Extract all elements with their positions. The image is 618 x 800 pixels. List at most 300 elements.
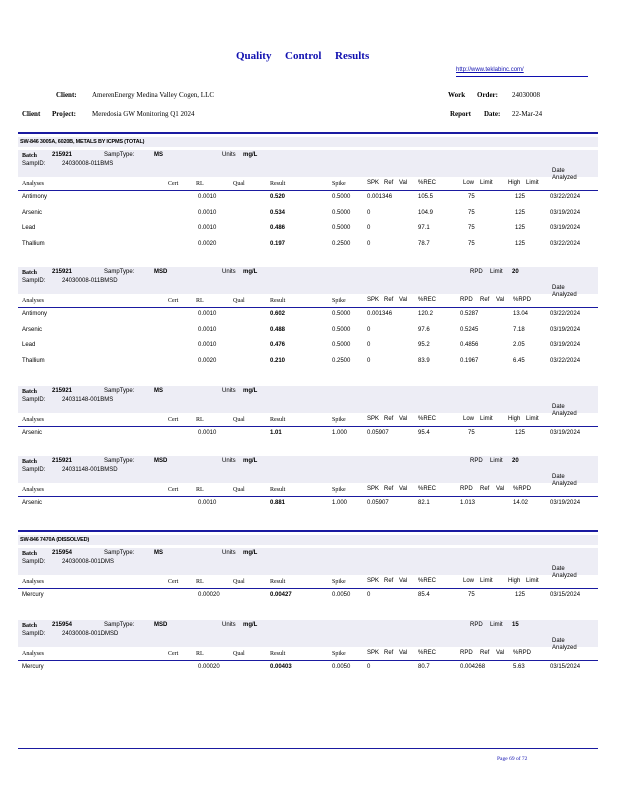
work-label: Work [448, 91, 466, 99]
date-analyzed-value: 03/19/2024 [550, 430, 581, 436]
header-underline [18, 307, 598, 308]
col-rl: RL [196, 487, 204, 493]
col-limit-high: Limit [526, 416, 539, 422]
col-rpd-pct: %RPD [513, 297, 532, 303]
header-underline [18, 190, 598, 191]
col-val2: Val [496, 650, 505, 656]
title-control: Control [285, 50, 322, 62]
date-label: Date: [484, 110, 501, 118]
qc-block [18, 150, 598, 250]
col-spk: SPK [367, 650, 380, 656]
date-col-label: Date [552, 404, 565, 410]
rpd-limit-label: Limit [490, 269, 503, 275]
sampid-value: 24030008-001DMS [62, 559, 115, 565]
report-label: Report [450, 110, 471, 118]
col-rpd: RPD [460, 297, 473, 303]
sampid-value: 24030008-011BMS [62, 161, 114, 167]
col-high: High [508, 180, 521, 186]
units-value: mg/L [243, 550, 258, 556]
analyte-name: Mercury [22, 592, 44, 598]
spk-ref-value: 0.001346 [367, 311, 393, 317]
rpd-value: 2.05 [513, 342, 525, 348]
rec-value: 95.4 [418, 430, 430, 436]
qc-block [18, 386, 598, 440]
low-limit-value: 75 [468, 225, 475, 231]
spk-ref-value: 0.001346 [367, 194, 393, 200]
rpd-limit-value: 20 [512, 458, 519, 464]
sampid-label: SampID: [22, 631, 46, 637]
col-val: Val [399, 180, 408, 186]
header-underline [18, 588, 598, 589]
sampid-label: SampID: [22, 467, 46, 473]
col-rl: RL [196, 651, 204, 657]
col-low: Low [463, 578, 475, 584]
col-spike: Spike [332, 487, 346, 493]
col-result: Result [270, 181, 286, 187]
units-value: mg/L [243, 269, 258, 275]
analyzed-col-label: Analyzed [552, 481, 577, 487]
date-analyzed-value: 03/22/2024 [550, 357, 581, 364]
high-limit-value: 125 [515, 209, 526, 216]
col-cert: Cert [168, 417, 179, 423]
high-limit-value: 125 [515, 592, 526, 598]
spk-ref-value: 0.05907 [367, 500, 389, 506]
table-row [18, 358, 598, 368]
title-quality: Quality [236, 50, 272, 62]
batch-label: Batch [22, 551, 37, 557]
col-rec: %REC [418, 486, 437, 492]
units-value: mg/L [243, 622, 258, 628]
col-ref2: Ref [480, 297, 490, 303]
analyte-name: Lead [22, 225, 36, 231]
rl-value: 0.00020 [198, 664, 220, 670]
table-row [18, 225, 598, 235]
rpd-ref-value: 1.013 [460, 500, 476, 506]
spike-value: 0.5000 [332, 342, 351, 348]
result-value: 0.486 [270, 225, 286, 231]
result-value: 0.476 [270, 342, 286, 348]
low-limit-value: 75 [468, 209, 475, 216]
col-high: High [508, 578, 521, 584]
col-analyses: Analyses [22, 298, 44, 304]
table-row [18, 311, 598, 321]
rpd-limit-value: 20 [512, 269, 519, 275]
date-analyzed-value: 03/15/2024 [550, 592, 581, 598]
low-limit-value: 75 [468, 430, 475, 436]
col-analyses: Analyses [22, 579, 44, 585]
project-value: Meredosia GW Monitoring Q1 2024 [92, 110, 195, 118]
col-qual: Qual [233, 487, 245, 493]
batch-value: 215921 [52, 388, 73, 394]
rpd-limit-label: Limit [490, 458, 503, 464]
title-results: Results [335, 50, 370, 62]
date-analyzed-value: 03/22/2024 [550, 311, 581, 317]
table-row [18, 210, 598, 220]
rec-value: 85.4 [418, 592, 430, 598]
analyzed-col-label: Analyzed [552, 292, 577, 298]
date-analyzed-value: 03/19/2024 [550, 326, 581, 333]
rec-value: 83.9 [418, 357, 430, 364]
result-value: 0.197 [270, 240, 286, 247]
spk-ref-value: 0 [367, 240, 371, 247]
high-limit-value: 125 [515, 430, 526, 436]
col-spike: Spike [332, 579, 346, 585]
col-result: Result [270, 651, 286, 657]
low-limit-value: 75 [468, 240, 475, 247]
work-order-value: 24030008 [512, 91, 540, 99]
result-value: 0.00403 [270, 664, 292, 670]
result-value: 0.520 [270, 194, 286, 200]
result-value: 0.488 [270, 326, 286, 333]
col-ref: Ref [384, 180, 394, 186]
table-row [18, 194, 598, 204]
col-rec: %REC [418, 416, 437, 422]
low-limit-value: 75 [468, 592, 475, 598]
col-spike: Spike [332, 651, 346, 657]
rpd-value: 14.02 [513, 500, 529, 506]
col-result: Result [270, 487, 286, 493]
col-cert: Cert [168, 579, 179, 585]
qc-block [18, 548, 598, 602]
rpd-ref-value: 0.1967 [460, 357, 479, 364]
rl-value: 0.0010 [198, 326, 217, 333]
col-rl: RL [196, 579, 204, 585]
col-val: Val [399, 486, 408, 492]
result-value: 1.01 [270, 430, 282, 436]
date-col-label: Date [552, 566, 565, 572]
col-qual: Qual [233, 579, 245, 585]
table-row [18, 500, 598, 510]
analyte-name: Thallium [22, 357, 45, 364]
rpd-limit-value: 15 [512, 622, 519, 628]
col-qual: Qual [233, 417, 245, 423]
date-analyzed-value: 03/19/2024 [550, 500, 581, 506]
client-label: Client: [56, 91, 77, 99]
url-underline [456, 76, 588, 77]
result-value: 0.881 [270, 500, 286, 506]
spk-ref-value: 0 [367, 592, 371, 598]
rpd-ref-value: 0.5287 [460, 311, 479, 317]
spike-value: 0.5000 [332, 225, 351, 231]
rec-value: 95.2 [418, 342, 430, 348]
col-val2: Val [496, 297, 505, 303]
units-label: Units [222, 388, 236, 394]
samptype-value: MS [154, 152, 163, 158]
batch-label: Batch [22, 153, 37, 159]
rpd-label: RPD [470, 269, 483, 275]
col-limit-low: Limit [480, 416, 493, 422]
header-underline [18, 660, 598, 661]
col-result: Result [270, 298, 286, 304]
rl-value: 0.0010 [198, 225, 217, 231]
rpd-ref-value: 0.4856 [460, 342, 479, 348]
analyte-name: Thallium [22, 240, 45, 247]
col-rec: %REC [418, 650, 437, 656]
spike-value: 1.000 [332, 430, 348, 436]
sampid-label: SampID: [22, 278, 46, 284]
spk-ref-value: 0.05907 [367, 430, 389, 436]
section-title: SW-846 7470A (DISSOLVED) [18, 535, 598, 545]
col-ref: Ref [384, 578, 394, 584]
rec-value: 104.9 [418, 209, 434, 216]
rl-value: 0.0010 [198, 342, 217, 348]
rl-value: 0.0010 [198, 500, 217, 506]
section-divider [18, 530, 598, 532]
col-rpd-pct: %RPD [513, 486, 532, 492]
analyzed-col-label: Analyzed [552, 645, 577, 651]
spike-value: 0.5000 [332, 326, 351, 333]
col-qual: Qual [233, 651, 245, 657]
col-low: Low [463, 416, 475, 422]
table-row [18, 664, 598, 674]
sampid-label: SampID: [22, 161, 46, 167]
rec-value: 80.7 [418, 664, 430, 670]
col-val: Val [399, 297, 408, 303]
analyte-name: Mercury [22, 664, 44, 670]
result-value: 0.602 [270, 311, 286, 317]
col-cert: Cert [168, 298, 179, 304]
page-number: Page 69 of 72 [497, 756, 528, 762]
rec-value: 97.6 [418, 326, 430, 333]
col-val: Val [399, 650, 408, 656]
result-value: 0.210 [270, 357, 286, 364]
col-result: Result [270, 579, 286, 585]
project-label-project: Project: [52, 110, 76, 118]
analyte-name: Antimony [22, 311, 48, 317]
order-label: Order: [477, 91, 498, 99]
analyte-name: Arsenic [22, 430, 43, 436]
col-spike: Spike [332, 181, 346, 187]
col-low: Low [463, 180, 475, 186]
samptype-label: SampType: [104, 152, 135, 158]
batch-value: 215921 [52, 269, 73, 275]
batch-value: 215921 [52, 458, 73, 464]
table-row [18, 342, 598, 352]
rec-value: 82.1 [418, 500, 430, 506]
table-row [18, 241, 598, 251]
result-value: 0.534 [270, 209, 286, 216]
samptype-value: MS [154, 550, 163, 556]
analyte-name: Arsenic [22, 326, 43, 333]
col-ref: Ref [384, 486, 394, 492]
units-label: Units [222, 622, 236, 628]
rl-value: 0.00020 [198, 592, 220, 598]
sampid-value: 24030008-011BMSD [62, 278, 118, 284]
footer-divider [18, 748, 598, 749]
col-spk: SPK [367, 180, 380, 186]
qc-block [18, 620, 598, 674]
date-analyzed-value: 03/22/2024 [550, 194, 581, 200]
spk-ref-value: 0 [367, 209, 371, 216]
col-cert: Cert [168, 181, 179, 187]
rpd-value: 5.63 [513, 664, 525, 670]
date-col-label: Date [552, 168, 565, 174]
col-rpd: RPD [460, 486, 473, 492]
rl-value: 0.0010 [198, 311, 217, 317]
samptype-label: SampType: [104, 622, 135, 628]
batch-label: Batch [22, 459, 37, 465]
qc-block [18, 456, 598, 510]
spike-value: 0.5000 [332, 194, 351, 200]
rpd-value: 6.45 [513, 357, 525, 364]
units-value: mg/L [243, 458, 258, 464]
col-analyses: Analyses [22, 417, 44, 423]
samptype-label: SampType: [104, 550, 135, 556]
analyzed-col-label: Analyzed [552, 573, 577, 579]
analyzed-col-label: Analyzed [552, 175, 577, 181]
spike-value: 1.000 [332, 500, 348, 506]
sampid-label: SampID: [22, 559, 46, 565]
col-result: Result [270, 417, 286, 423]
col-spk: SPK [367, 578, 380, 584]
samptype-label: SampType: [104, 388, 135, 394]
col-spk: SPK [367, 297, 380, 303]
col-rec: %REC [418, 180, 437, 186]
units-label: Units [222, 458, 236, 464]
rpd-ref-value: 0.5245 [460, 326, 479, 333]
low-limit-value: 75 [468, 194, 475, 200]
analyte-name: Antimony [22, 194, 48, 200]
analyte-name: Arsenic [22, 500, 43, 506]
samptype-value: MSD [154, 622, 168, 628]
rec-value: 78.7 [418, 240, 430, 247]
units-value: mg/L [243, 388, 258, 394]
sampid-label: SampID: [22, 397, 46, 403]
analyzed-col-label: Analyzed [552, 411, 577, 417]
website-link[interactable]: http://www.teklabinc.com/ [456, 67, 524, 73]
qc-block [18, 267, 598, 367]
col-rl: RL [196, 181, 204, 187]
col-ref2: Ref [480, 650, 490, 656]
report-date-value: 22-Mar-24 [512, 110, 543, 118]
col-spk: SPK [367, 416, 380, 422]
rpd-label: RPD [470, 458, 483, 464]
col-high: High [508, 416, 521, 422]
rpd-ref-value: 0.004268 [460, 664, 486, 670]
spike-value: 0.0050 [332, 592, 351, 598]
date-col-label: Date [552, 285, 565, 291]
spike-value: 0.5000 [332, 311, 351, 317]
samptype-value: MS [154, 388, 163, 394]
date-analyzed-value: 03/22/2024 [550, 240, 581, 247]
col-cert: Cert [168, 487, 179, 493]
date-analyzed-value: 03/15/2024 [550, 664, 581, 670]
col-ref: Ref [384, 416, 394, 422]
samptype-label: SampType: [104, 458, 135, 464]
analyte-name: Lead [22, 342, 36, 348]
high-limit-value: 125 [515, 240, 526, 247]
col-analyses: Analyses [22, 487, 44, 493]
samptype-label: SampType: [104, 269, 135, 275]
col-val2: Val [496, 486, 505, 492]
table-row [18, 592, 598, 602]
sampid-value: 24031148-001BMSD [62, 467, 118, 473]
spk-ref-value: 0 [367, 342, 371, 348]
units-label: Units [222, 269, 236, 275]
col-ref2: Ref [480, 486, 490, 492]
col-spike: Spike [332, 417, 346, 423]
spk-ref-value: 0 [367, 225, 371, 231]
batch-label: Batch [22, 270, 37, 276]
units-label: Units [222, 550, 236, 556]
rl-value: 0.0020 [198, 240, 217, 247]
rl-value: 0.0020 [198, 357, 217, 364]
col-rec: %REC [418, 297, 437, 303]
batch-label: Batch [22, 389, 37, 395]
rl-value: 0.0010 [198, 430, 217, 436]
batch-value: 215954 [52, 550, 73, 556]
col-spk: SPK [367, 486, 380, 492]
analyte-name: Arsenic [22, 209, 43, 216]
col-rl: RL [196, 417, 204, 423]
col-qual: Qual [233, 181, 245, 187]
col-val: Val [399, 578, 408, 584]
spike-value: 0.2500 [332, 240, 351, 247]
sampid-value: 24030008-001DMSD [62, 631, 119, 637]
header-underline [18, 426, 598, 427]
col-val: Val [399, 416, 408, 422]
spk-ref-value: 0 [367, 664, 371, 670]
table-row [18, 327, 598, 337]
col-limit-low: Limit [480, 180, 493, 186]
sampid-value: 24031148-001BMS [62, 397, 114, 403]
col-cert: Cert [168, 651, 179, 657]
date-analyzed-value: 03/19/2024 [550, 225, 581, 231]
spike-value: 0.5000 [332, 209, 351, 216]
spike-value: 0.0050 [332, 664, 351, 670]
spike-value: 0.2500 [332, 357, 351, 364]
samptype-value: MSD [154, 458, 168, 464]
rl-value: 0.0010 [198, 209, 217, 216]
batch-value: 215921 [52, 152, 73, 158]
result-value: 0.00427 [270, 592, 292, 598]
high-limit-value: 125 [515, 225, 526, 231]
col-rpd-pct: %RPD [513, 650, 532, 656]
spk-ref-value: 0 [367, 326, 371, 333]
col-limit-high: Limit [526, 180, 539, 186]
col-qual: Qual [233, 298, 245, 304]
rec-value: 105.5 [418, 194, 434, 200]
col-ref: Ref [384, 650, 394, 656]
date-col-label: Date [552, 638, 565, 644]
col-ref: Ref [384, 297, 394, 303]
rec-value: 97.1 [418, 225, 430, 231]
client-value: AmerenEnergy Medina Valley Cogen, LLC [92, 91, 215, 99]
rpd-label: RPD [470, 622, 483, 628]
units-value: mg/L [243, 152, 258, 158]
samptype-value: MSD [154, 269, 168, 275]
section-divider [18, 132, 598, 134]
batch-value: 215954 [52, 622, 73, 628]
batch-label: Batch [22, 623, 37, 629]
rl-value: 0.0010 [198, 194, 217, 200]
header-underline [18, 496, 598, 497]
col-limit-low: Limit [480, 578, 493, 584]
spk-ref-value: 0 [367, 357, 371, 364]
col-limit-high: Limit [526, 578, 539, 584]
rpd-value: 13.04 [513, 311, 529, 317]
date-col-label: Date [552, 474, 565, 480]
col-analyses: Analyses [22, 181, 44, 187]
rpd-value: 7.18 [513, 326, 525, 333]
date-analyzed-value: 03/19/2024 [550, 342, 581, 348]
project-label-client: Client [22, 110, 41, 118]
high-limit-value: 125 [515, 194, 526, 200]
table-row [18, 430, 598, 440]
col-spike: Spike [332, 298, 346, 304]
section-title: SW-846 3005A, 6020B, METALS BY ICPMS (TOTAL) [18, 137, 598, 147]
units-label: Units [222, 152, 236, 158]
